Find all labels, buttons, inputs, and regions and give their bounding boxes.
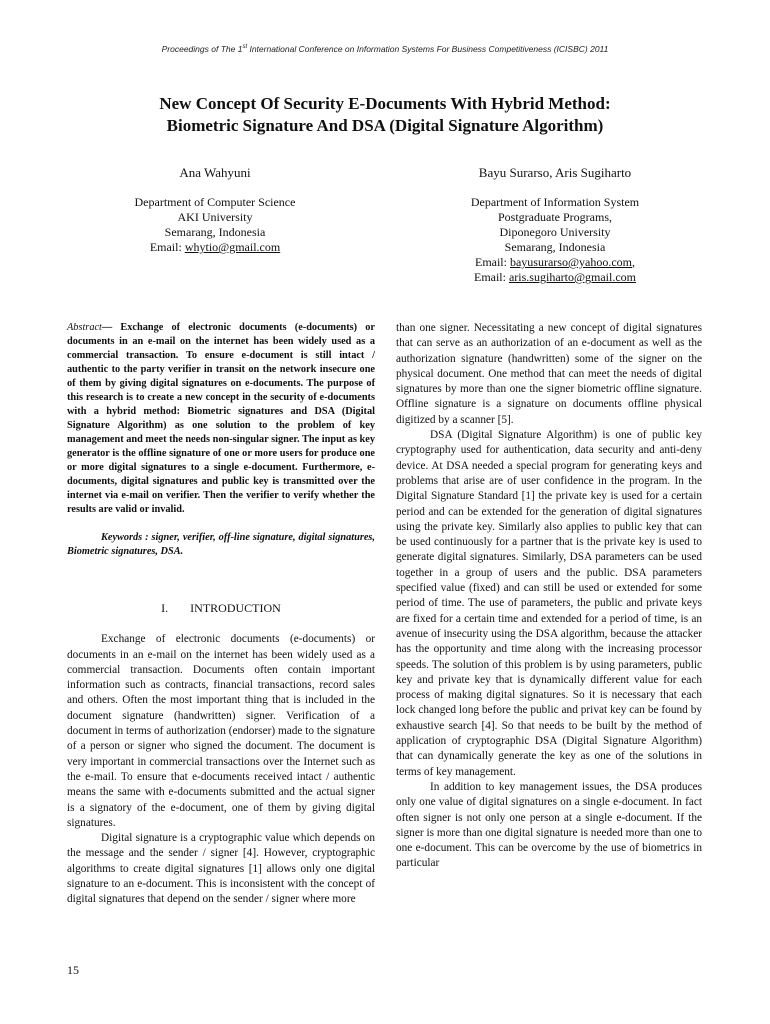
author-university: AKI University (177, 210, 253, 224)
author-dept: Department of Computer Science (134, 195, 296, 209)
abstract: Abstract— Exchange of electronic documents (e-documents) or documents in an e-mail on the internet has been widely used as a commercial transaction. To ensure e-document is still intact / authentic to the party verifier in transit on the network insecure one of them by giving digital signatures on e-documents. The purpose of this research is to create a new concept in the security of e-documents with a hybrid method: Biometric signatures and DSA (Digital Signature Algorithm) as one solution to the problem of key management and meet the needs non-singular signer. The input as key generator is the offline signature of one or more users for produce one or more digital signatures to a single e-document. Furthermore, e-documents, digital signatures and public key is transmitted over the internet via e-mail on verifier. Then the verifier to verify whether the results are valid or invalid. (67, 322, 375, 515)
body-paragraph: than one signer. Necessitating a new concept of digital signatures that can serve as an authorization of an e-document as well as the authorization signature (handwritten) some of the signer on the physical document. One method that can meet the needs of digital signatures by more than one the signer biometric offline signature. Offline signature is a signature on documents offline physical digitized by a scanner [5]. (396, 322, 702, 426)
author-email-line-1: Email: bayusurarso@yahoo.com, (474, 255, 636, 269)
author-program: Postgraduate Programs, (498, 210, 612, 224)
body-paragraph: In addition to key management issues, the DSA produces only one value of digital signatures on a single e-document. In fact often signer is not only one person at a single e-document. If the signer is more than one digital signature is needed more than one to one e-document. This can be overcome by the use of biometrics in particular (396, 780, 702, 870)
paper-title (60, 93, 710, 137)
body-paragraph: Exchange of electronic documents (e-documents) or documents in an e-mail on the internet has been widely used as a commercial transaction. Documents often contain important information such as contracts, financial transactions, record sales and others. Often the most important thing that is included in the document signature (handwritten) signer. Verification of a document in terms of authorization (endorser) made to the signature of a person or signer who signed the document. The document is very important in commercial transactions over the Internet such as the e-mail. To ensure that e-documents received intact / authentic means the same with e-documents submitted and the actual signer is a signatory of the e-document, one of them by giving digital signatures. (67, 633, 375, 829)
body-paragraph: Digital signature is a cryptographic value which depends on the message and the sender / signer [4]. However, cryptographic algorithms to create digital signatures [1] allows only one digital signature to an e-document. This is inconsistent with the concept of digital signatures that depend on the sender / signer where more (67, 832, 375, 906)
abstract-label: Abstract (67, 322, 102, 333)
right-column (396, 321, 702, 872)
author-email-link[interactable]: whytio@gmail.com (184, 240, 281, 254)
running-header: Proceedings of The 1st International Conference on Information Systems For Business Competitiveness (ICISBC) 2011 (161, 44, 609, 54)
section-heading (67, 601, 375, 616)
abstract-text: Exchange of electronic documents (e-documents) or documents in an e-mail on the internet has been widely used as a commercial transaction. To ensure e-document is still intact / authentic to the party verifier in transit on the network insecure one of them by giving digital signatures on e-documents. The purpose of this research is to create a new concept in the security of e-documents with a hybrid method: Biometric signatures and DSA (Digital Signature Algorithm) as one solution to the problem of key management and meet the needs non-singular signer. The input as key generator is the offline signature of one or more users for produce one or more digital signatures to a single e-document. Furthermore, e-documents, digital signatures and public key is transmitted over the internet via e-mail on verifier. Then the verifier to verify whether the results are valid or invalid. (67, 322, 375, 515)
author-names: Bayu Surarso, Aris Sugiharto (478, 165, 632, 180)
author-dept: Department of Information System (470, 195, 640, 209)
author-university: Diponegoro University (499, 225, 611, 239)
author-block-left (95, 165, 335, 255)
title-line-1: New Concept Of Security E-Documents With Hybrid Method: (159, 94, 611, 113)
author-city: Semarang, Indonesia (504, 240, 606, 254)
left-column (67, 321, 375, 908)
keywords: Keywords : signer, verifier, off-line signature, digital signatures, Biometric signatures, DSA. (67, 532, 375, 557)
title-line-2: Biometric Signature And DSA (Digital Signature Algorithm) (166, 116, 604, 135)
section-number: I. (161, 601, 169, 615)
author-block-right (420, 165, 690, 285)
page-number: 15 (67, 963, 79, 977)
author-email-line-2: Email: aris.sugiharto@gmail.com (473, 270, 637, 284)
section-title: INTRODUCTION (190, 601, 281, 615)
author-email-link[interactable]: bayusurarso@yahoo.com (509, 255, 633, 269)
author-city: Semarang, Indonesia (164, 225, 266, 239)
author-name: Ana Wahyuni (179, 165, 251, 180)
author-email-line: Email: whytio@gmail.com (149, 240, 281, 254)
body-paragraph: DSA (Digital Signature Algorithm) is one of public key cryptography used for authentication, data security and anti-deny device. At DSA needed a special program for generating keys and problems that arise are of user confidence in the program. In the Digital Signature Standard [1] the private key is used for a certain period and can be extended for the generation of digital signatures using the private key. Similarly also applies to public key that can be used continuously for a partner that is the private key is used to generate digital signatures. Similarly, DSA parameters can be used together in a group of users and the public. DSA parameters specified value (fixed) and can still be used or extended for some period of time. The use of parameters, the public and private keys are fixed for a certain time and extended for a period of time, is an avenue of insecurity using the DSA algorithm, because the attacker has the opportunity and time along with the increasing processor speeds. The solution of this problem is by using parameters, public key and private key that is dynamically different value for each process of making digital signatures. So it is necessary that each lock changed long before the public and privat key can be found by exhaustive search [4]. So that needs to be built by the method of application of cryptographic DSA (Digital Signature Algorithm) that can dynamically generate the key as one of the solutions in terms of key management. (396, 429, 702, 778)
author-email-link[interactable]: aris.sugiharto@gmail.com (508, 270, 637, 284)
